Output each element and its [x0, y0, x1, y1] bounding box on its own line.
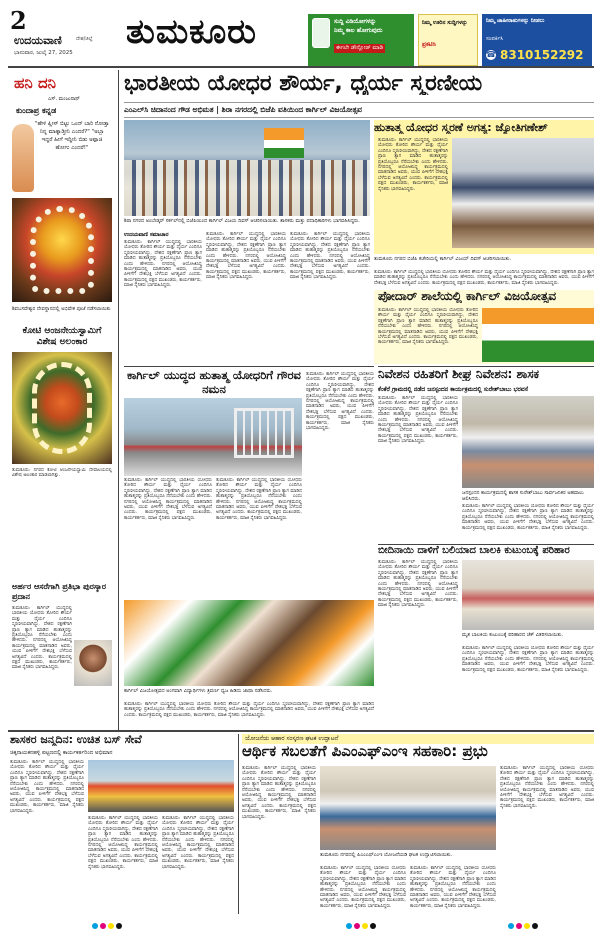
story7-caption: ಕಾರ್ಗಿಲ್ ವಿಜಯೋತ್ಸವದ ಅಂಗವಾಗಿ ವಿದ್ಯಾರ್ಥಿಗಳು ತ್ರಿವರ್ಣ ಧ್ವಜ ಹಿಡಿದು ಜಾಥಾ ನಡೆಸಿದರು. [124, 688, 273, 694]
bottom-rule [8, 730, 594, 732]
masthead-rule [8, 66, 594, 68]
lead-body-col1: ತುಮಕೂರು: ಕಾರ್ಗಿಲ್ ಯುದ್ಧದಲ್ಲಿ ಭಾರತೀಯ ಯೋಧರು ತೋರಿದ ಶೌರ್ಯ ಮತ್ತು ಧೈರ್ಯ ಎಂದಿಗೂ ಸ್ಮರಣೀಯವಾಗಿದ್ದು, ದೇಶದ ರಕ್ಷಣೆಗಾಗಿ ಪ್ರಾಣ ತ್ಯಾಗ ಮಾಡಿದ ಹುತಾತ್ಮರನ್ನು ಪ್ರತಿಯೊಬ್ಬರೂ ನೆನೆಯಬೇಕು ಎಂದು ಹೇಳಿದರು. ನಗರದಲ್ಲಿ ಆಯೋಜಿಸಿದ್ದ ಕಾರ್ಯಕ್ರಮದಲ್ಲಿ ಮಾತನಾಡಿದ ಅವರು, ಯುವ ಪೀಳಿಗೆಗೆ ದೇಶಭಕ್ತಿ ಬೆಳೆಸುವ ಅಗತ್ಯವಿದೆ ಎಂದರು. ಕಾರ್ಯಕ್ರಮದಲ್ಲಿ ಪಕ್ಷದ ಮುಖಂಡರು, ಕಾರ್ಯಕರ್ತರು, ಮಾಜಿ ಸೈನಿಕರು ಭಾಗವಹಿಸಿದ್ದರು. [124, 240, 202, 289]
hanidani-title: ಹನಿ ದನಿ [14, 74, 56, 92]
story4-body-b: ತುಮಕೂರು: ಕಾರ್ಗಿಲ್ ಯುದ್ಧದಲ್ಲಿ ಭಾರತೀಯ ಯೋಧರು ತೋರಿದ ಶೌರ್ಯ ಮತ್ತು ಧೈರ್ಯ ಎಂದಿಗೂ ಸ್ಮರಣೀಯವಾಗಿದ್ದು, ದೇಶದ ರಕ್ಷಣೆಗಾಗಿ ಪ್ರಾಣ ತ್ಯಾಗ ಮಾಡಿದ ಹುತಾತ್ಮರನ್ನು ಪ್ರತಿಯೊಬ್ಬರೂ ನೆನೆಯಬೇಕು ಎಂದು ಹೇಳಿದರು. ನಗರದಲ್ಲಿ ಆಯೋಜಿಸಿದ್ದ ಕಾರ್ಯಕ್ರಮದಲ್ಲಿ ಮಾತನಾಡಿದ ಅವರು, ಯುವ ಪೀಳಿಗೆಗೆ ದೇಶಭಕ್ತಿ ಬೆಳೆಸುವ ಅಗತ್ಯವಿದೆ ಎಂದರು. ಕಾರ್ಯಕ್ರಮದಲ್ಲಿ ಪಕ್ಷದ ಮುಖಂಡರು, ಕಾರ್ಯಕರ್ತರು, ಮಾಜಿ ಸೈನಿಕರು ಭಾಗವಹಿಸಿದ್ದರು. [216, 478, 302, 521]
app-ad-line1: ಸುದ್ದಿ ವಿಡಿಯೋಗಳನ್ನು [334, 18, 377, 25]
hanuman-photo [12, 352, 112, 464]
classified-ad[interactable] [482, 14, 592, 66]
bottom-left-body3: ತುಮಕೂರು: ಕಾರ್ಗಿಲ್ ಯುದ್ಧದಲ್ಲಿ ಭಾರತೀಯ ಯೋಧರು ತೋರಿದ ಶೌರ್ಯ ಮತ್ತು ಧೈರ್ಯ ಎಂದಿಗೂ ಸ್ಮರಣೀಯವಾಗಿದ್ದು, ದೇಶದ ರಕ್ಷಣೆಗಾಗಿ ಪ್ರಾಣ ತ್ಯಾಗ ಮಾಡಿದ ಹುತಾತ್ಮರನ್ನು ಪ್ರತಿಯೊಬ್ಬರೂ ನೆನೆಯಬೇಕು ಎಂದು ಹೇಳಿದರು. ನಗರದಲ್ಲಿ ಆಯೋಜಿಸಿದ್ದ ಕಾರ್ಯಕ್ರಮದಲ್ಲಿ ಮಾತನಾಡಿದ ಅವರು, ಯುವ ಪೀಳಿಗೆಗೆ ದೇಶಭಕ್ತಿ ಬೆಳೆಸುವ ಅಗತ್ಯವಿದೆ ಎಂದರು. ಕಾರ್ಯಕ್ರಮದಲ್ಲಿ ಪಕ್ಷದ ಮುಖಂಡರು, ಕಾರ್ಯಕರ್ತರು, ಮಾಜಿ ಸೈನಿಕರು ಭಾಗವಹಿಸಿದ್ದರು. [162, 816, 234, 870]
hanidani-poem: "ಹೇಳಿ ಪ್ಲೀಸ್ ಬಿಟ್ಟು ಒಂದ್ ಬಾರಿ ನೋಡ್ತಾ ನಿನ್ನ ಮಾತ್ನಾಡ್ತೀನಿ ಎಂದರೆ?" "ಅಬ್ಬಾ ಇದ್ದರೆ ಹೀಗೆ ಇದ್ದೀನಿ ಬಿಡು ಅಪ್ಪಾಜಿ ಹೋಗು ಎಂದರೆ!" [34, 121, 110, 151]
story4-rule [124, 366, 374, 367]
story3-photo [482, 308, 594, 362]
bottom-right-kicker: ಯೋಜನೆಯ ಆಹಾರ ಸಂಸ್ಕರಣ ಘಟಕ ಉದ್ಘಾಟನೆ [242, 734, 594, 744]
flag-orange [264, 128, 304, 140]
lead-photo [124, 120, 370, 216]
temple-deity-photo [12, 198, 112, 302]
edition-label: ದೇಶ/ಜಿಲ್ಲೆ [76, 36, 93, 42]
registration-marks-2 [346, 914, 378, 933]
phone-icon: ☎ [486, 50, 496, 59]
app-ad-line3: ಈಗಲೇ ಡೌನ್ಲೋಡ್ ಮಾಡಿ [336, 45, 384, 51]
award-heading: ಅರ್ಹರ ಆಸರೆಗಾಗಿ ಪ್ರತಿಭಾ ಪುರಸ್ಕಾರ ಪ್ರದಾನ [12, 582, 106, 601]
pmfme-caption: ತುಮಕೂರು ನಗರದಲ್ಲಿ ಪಿಎಂಎಫ್‌ಎಂಇ ಯೋಜನೆಯಡಿ ಘಟಕ ಉದ್ಘಾಟಿಸಲಾಯಿತು. [320, 852, 453, 858]
story5-subhead: ಕೆಂಕೆರೆ ಗ್ರಾಮದಲ್ಲಿ ನಡೆದ ಜನಸ್ಪಂದನ ಕಾರ್ಯಕ್ರಮದಲ್ಲಿ ಸುರೇಶ್‌ಬಾಬು ಭರವಸೆ [378, 386, 529, 393]
page-number: 2 [10, 6, 27, 35]
temple-caption: ಶಿವಬಸವೇಶ್ವರ ದೇವಸ್ಥಾನದಲ್ಲಿ ಅಭಿಷೇಕ ಪೂಜೆ ನಡೆಸಲಾಯಿತು [12, 306, 111, 312]
bottom-right-body3: ತುಮಕೂರು: ಕಾರ್ಗಿಲ್ ಯುದ್ಧದಲ್ಲಿ ಭಾರತೀಯ ಯೋಧರು ತೋರಿದ ಶೌರ್ಯ ಮತ್ತು ಧೈರ್ಯ ಎಂದಿಗೂ ಸ್ಮರಣೀಯವಾಗಿದ್ದು, ದೇಶದ ರಕ್ಷಣೆಗಾಗಿ ಪ್ರಾಣ ತ್ಯಾಗ ಮಾಡಿದ ಹುತಾತ್ಮರನ್ನು ಪ್ರತಿಯೊಬ್ಬರೂ ನೆನೆಯಬೇಕು ಎಂದು ಹೇಳಿದರು. ನಗರದಲ್ಲಿ ಆಯೋಜಿಸಿದ್ದ ಕಾರ್ಯಕ್ರಮದಲ್ಲಿ ಮಾತನಾಡಿದ ಅವರು, ಯುವ ಪೀಳಿಗೆಗೆ ದೇಶಭಕ್ತಿ ಬೆಳೆಸುವ ಅಗತ್ಯವಿದೆ ಎಂದರು. ಕಾರ್ಯಕ್ರಮದಲ್ಲಿ ಪಕ್ಷದ ಮುಖಂಡರು, ಕಾರ್ಯಕರ್ತರು, ಮಾಜಿ ಸೈನಿಕರು ಭಾಗವಹಿಸಿದ್ದರು. [410, 866, 496, 909]
crowd-silhouette [124, 160, 370, 216]
sidebar-divider [118, 70, 119, 730]
koti-heading: ಕೋಟಿ ಆಂಜನೇಯಸ್ವಾಮಿಗೆ ವಿಶೇಷ ಅಲಂಕಾರ [22, 326, 102, 347]
story6-body: ತುಮಕೂರು: ಕಾರ್ಗಿಲ್ ಯುದ್ಧದಲ್ಲಿ ಭಾರತೀಯ ಯೋಧರು ತೋರಿದ ಶೌರ್ಯ ಮತ್ತು ಧೈರ್ಯ ಎಂದಿಗೂ ಸ್ಮರಣೀಯವಾಗಿದ್ದು, ದೇಶದ ರಕ್ಷಣೆಗಾಗಿ ಪ್ರಾಣ ತ್ಯಾಗ ಮಾಡಿದ ಹುತಾತ್ಮರನ್ನು ಪ್ರತಿಯೊಬ್ಬರೂ ನೆನೆಯಬೇಕು ಎಂದು ಹೇಳಿದರು. ನಗರದಲ್ಲಿ ಆಯೋಜಿಸಿದ್ದ ಕಾರ್ಯಕ್ರಮದಲ್ಲಿ ಮಾತನಾಡಿದ ಅವರು, ಯುವ ಪೀಳಿಗೆಗೆ ದೇಶಭಕ್ತಿ ಬೆಳೆಸುವ ಅಗತ್ಯವಿದೆ ಎಂದರು. ಕಾರ್ಯಕ್ರಮದಲ್ಲಿ ಪಕ್ಷದ ಮುಖಂಡರು, ಕಾರ್ಯಕರ್ತರು, ಮಾಜಿ ಸೈನಿಕರು ಭಾಗವಹಿಸಿದ್ದರು. [378, 560, 458, 609]
lead-body-col3: ತುಮಕೂರು: ಕಾರ್ಗಿಲ್ ಯುದ್ಧದಲ್ಲಿ ಭಾರತೀಯ ಯೋಧರು ತೋರಿದ ಶೌರ್ಯ ಮತ್ತು ಧೈರ್ಯ ಎಂದಿಗೂ ಸ್ಮರಣೀಯವಾಗಿದ್ದು, ದೇಶದ ರಕ್ಷಣೆಗಾಗಿ ಪ್ರಾಣ ತ್ಯಾಗ ಮಾಡಿದ ಹುತಾತ್ಮರನ್ನು ಪ್ರತಿಯೊಬ್ಬರೂ ನೆನೆಯಬೇಕು ಎಂದು ಹೇಳಿದರು. ನಗರದಲ್ಲಿ ಆಯೋಜಿಸಿದ್ದ ಕಾರ್ಯಕ್ರಮದಲ್ಲಿ ಮಾತನಾಡಿದ ಅವರು, ಯುವ ಪೀಳಿಗೆಗೆ ದೇಶಭಕ್ತಿ ಬೆಳೆಸುವ ಅಗತ್ಯವಿದೆ ಎಂದರು. ಕಾರ್ಯಕ್ರಮದಲ್ಲಿ ಪಕ್ಷದ ಮುಖಂಡರು, ಕಾರ್ಯಕರ್ತರು, ಮಾಜಿ ಸೈನಿಕರು ಭಾಗವಹಿಸಿದ್ದರು. [290, 232, 370, 281]
bottom-right-body1: ತುಮಕೂರು: ಕಾರ್ಗಿಲ್ ಯುದ್ಧದಲ್ಲಿ ಭಾರತೀಯ ಯೋಧರು ತೋರಿದ ಶೌರ್ಯ ಮತ್ತು ಧೈರ್ಯ ಎಂದಿಗೂ ಸ್ಮರಣೀಯವಾಗಿದ್ದು, ದೇಶದ ರಕ್ಷಣೆಗಾಗಿ ಪ್ರಾಣ ತ್ಯಾಗ ಮಾಡಿದ ಹುತಾತ್ಮರನ್ನು ಪ್ರತಿಯೊಬ್ಬರೂ ನೆನೆಯಬೇಕು ಎಂದು ಹೇಳಿದರು. ನಗರದಲ್ಲಿ ಆಯೋಜಿಸಿದ್ದ ಕಾರ್ಯಕ್ರಮದಲ್ಲಿ ಮಾತನಾಡಿದ ಅವರು, ಯುವ ಪೀಳಿಗೆಗೆ ದೇಶಭಕ್ತಿ ಬೆಳೆಸುವ ಅಗತ್ಯವಿದೆ ಎಂದರು. ಕಾರ್ಯಕ್ರಮದಲ್ಲಿ ಪಕ್ಷದ ಮುಖಂಡರು, ಕಾರ್ಯಕರ್ತರು, ಮಾಜಿ ಸೈನಿಕರು ಭಾಗವಹಿಸಿದ್ದರು. [242, 766, 316, 820]
garland-decor [32, 362, 92, 454]
registration-marks-3 [508, 914, 540, 933]
lead-photo-caption: ಶಿರಾ ನಗರದ ಅಂಬೇಡ್ಕರ್ ಸರ್ಕಲ್‌ನಲ್ಲಿ ಬಿಜೆಪಿಯಿಂದ ಕಾರ್ಗಿಲ್ ವಿಜಯ ದಿವಸ್ ಆಚರಿಸಲಾಯಿತು. ಶಾಸಕರು ಮತ್ತು ಪದಾಧಿಕಾರಿಗಳು ಭಾಗವಹಿಸಿದ್ದರು. [124, 218, 360, 224]
story4-body-a: ತುಮಕೂರು: ಕಾರ್ಗಿಲ್ ಯುದ್ಧದಲ್ಲಿ ಭಾರತೀಯ ಯೋಧರು ತೋರಿದ ಶೌರ್ಯ ಮತ್ತು ಧೈರ್ಯ ಎಂದಿಗೂ ಸ್ಮರಣೀಯವಾಗಿದ್ದು, ದೇಶದ ರಕ್ಷಣೆಗಾಗಿ ಪ್ರಾಣ ತ್ಯಾಗ ಮಾಡಿದ ಹುತಾತ್ಮರನ್ನು ಪ್ರತಿಯೊಬ್ಬರೂ ನೆನೆಯಬೇಕು ಎಂದು ಹೇಳಿದರು. ನಗರದಲ್ಲಿ ಆಯೋಜಿಸಿದ್ದ ಕಾರ್ಯಕ್ರಮದಲ್ಲಿ ಮಾತನಾಡಿದ ಅವರು, ಯುವ ಪೀಳಿಗೆಗೆ ದೇಶಭಕ್ತಿ ಬೆಳೆಸುವ ಅಗತ್ಯವಿದೆ ಎಂದರು. ಕಾರ್ಯಕ್ರಮದಲ್ಲಿ ಪಕ್ಷದ ಮುಖಂಡರು, ಕಾರ್ಯಕರ್ತರು, ಮಾಜಿ ಸೈನಿಕರು ಭಾಗವಹಿಸಿದ್ದರು. [124, 478, 212, 521]
app-ad-line2: ನಿಮ್ಮ ಕಾಲ ಹೋಗುವುದು [334, 27, 383, 34]
story3-body: ತುಮಕೂರು: ಕಾರ್ಗಿಲ್ ಯುದ್ಧದಲ್ಲಿ ಭಾರತೀಯ ಯೋಧರು ತೋರಿದ ಶೌರ್ಯ ಮತ್ತು ಧೈರ್ಯ ಎಂದಿಗೂ ಸ್ಮರಣೀಯವಾಗಿದ್ದು, ದೇಶದ ರಕ್ಷಣೆಗಾಗಿ ಪ್ರಾಣ ತ್ಯಾಗ ಮಾಡಿದ ಹುತಾತ್ಮರನ್ನು ಪ್ರತಿಯೊಬ್ಬರೂ ನೆನೆಯಬೇಕು ಎಂದು ಹೇಳಿದರು. ನಗರದಲ್ಲಿ ಆಯೋಜಿಸಿದ್ದ ಕಾರ್ಯಕ್ರಮದಲ್ಲಿ ಮಾತನಾಡಿದ ಅವರು, ಯುವ ಪೀಳಿಗೆಗೆ ದೇಶಭಕ್ತಿ ಬೆಳೆಸುವ ಅಗತ್ಯವಿದೆ ಎಂದರು. ಕಾರ್ಯಕ್ರಮದಲ್ಲಿ ಪಕ್ಷದ ಮುಖಂಡರು, ಕಾರ್ಯಕರ್ತರು, ಮಾಜಿ ಸೈನಿಕರು ಭಾಗವಹಿಸಿದ್ದರು. [378, 308, 478, 346]
flag-green [264, 148, 304, 158]
koti-body: ತುಮಕೂರು: ನಗರದ ಕೋಟಿ ಆಂಜನೇಯಸ್ವಾಮಿ ದೇವಾಲಯದಲ್ಲಿ ವಿಶೇಷ ಅಲಂಕಾರ ಮಾಡಲಾಗಿತ್ತು. [12, 468, 112, 479]
section-title: ತುಮಕೂರು [126, 12, 257, 52]
story3-headline[interactable]: ಪೋದಾರ್ ಶಾಲೆಯಲ್ಲಿ ಕಾರ್ಗಿಲ್ ವಿಜಯೋತ್ಸವ [378, 290, 557, 303]
hanidani-author: ಎಸ್. ಮಂಜುನಾಥ್ [48, 96, 80, 102]
story7-photo [124, 600, 374, 686]
date-line: ಭಾನುವಾರ, ಜುಲೈ 27, 2025 [14, 50, 73, 56]
flower-garland [30, 206, 94, 294]
lead-body-col2: ತುಮಕೂರು: ಕಾರ್ಗಿಲ್ ಯುದ್ಧದಲ್ಲಿ ಭಾರತೀಯ ಯೋಧರು ತೋರಿದ ಶೌರ್ಯ ಮತ್ತು ಧೈರ್ಯ ಎಂದಿಗೂ ಸ್ಮರಣೀಯವಾಗಿದ್ದು, ದೇಶದ ರಕ್ಷಣೆಗಾಗಿ ಪ್ರಾಣ ತ್ಯಾಗ ಮಾಡಿದ ಹುತಾತ್ಮರನ್ನು ಪ್ರತಿಯೊಬ್ಬರೂ ನೆನೆಯಬೇಕು ಎಂದು ಹೇಳಿದರು. ನಗರದಲ್ಲಿ ಆಯೋಜಿಸಿದ್ದ ಕಾರ್ಯಕ್ರಮದಲ್ಲಿ ಮಾತನಾಡಿದ ಅವರು, ಯುವ ಪೀಳಿಗೆಗೆ ದೇಶಭಕ್ತಿ ಬೆಳೆಸುವ ಅಗತ್ಯವಿದೆ ಎಂದರು. ಕಾರ್ಯಕ್ರಮದಲ್ಲಿ ಪಕ್ಷದ ಮುಖಂಡರು, ಕಾರ್ಯಕರ್ತರು, ಮಾಜಿ ಸೈನಿಕರು ಭಾಗವಹಿಸಿದ್ದರು. [206, 232, 286, 281]
story2-photo [452, 138, 594, 248]
story6-photo [462, 560, 594, 630]
story4-body-c: ತುಮಕೂರು: ಕಾರ್ಗಿಲ್ ಯುದ್ಧದಲ್ಲಿ ಭಾರತೀಯ ಯೋಧರು ತೋರಿದ ಶೌರ್ಯ ಮತ್ತು ಧೈರ್ಯ ಎಂದಿಗೂ ಸ್ಮರಣೀಯವಾಗಿದ್ದು, ದೇಶದ ರಕ್ಷಣೆಗಾಗಿ ಪ್ರಾಣ ತ್ಯಾಗ ಮಾಡಿದ ಹುತಾತ್ಮರನ್ನು ಪ್ರತಿಯೊಬ್ಬರೂ ನೆನೆಯಬೇಕು ಎಂದು ಹೇಳಿದರು. ನಗರದಲ್ಲಿ ಆಯೋಜಿಸಿದ್ದ ಕಾರ್ಯಕ್ರಮದಲ್ಲಿ ಮಾತನಾಡಿದ ಅವರು, ಯುವ ಪೀಳಿಗೆಗೆ ದೇಶಭಕ್ತಿ ಬೆಳೆಸುವ ಅಗತ್ಯವಿದೆ ಎಂದರು. ಕಾರ್ಯಕ್ರಮದಲ್ಲಿ ಪಕ್ಷದ ಮುಖಂಡರು, ಕಾರ್ಯಕರ್ತರು, ಮಾಜಿ ಸೈನಿಕರು ಭಾಗವಹಿಸಿದ್ದರು. [306, 372, 374, 432]
phone-mockup-icon [312, 18, 330, 48]
classified-ad-line1: ನಿಮ್ಮ ಜಾಹೀರಾತುಗಳನ್ನು ನೀಡಲು [486, 18, 545, 24]
bottom-left-body2: ತುಮಕೂರು: ಕಾರ್ಗಿಲ್ ಯುದ್ಧದಲ್ಲಿ ಭಾರತೀಯ ಯೋಧರು ತೋರಿದ ಶೌರ್ಯ ಮತ್ತು ಧೈರ್ಯ ಎಂದಿಗೂ ಸ್ಮರಣೀಯವಾಗಿದ್ದು, ದೇಶದ ರಕ್ಷಣೆಗಾಗಿ ಪ್ರಾಣ ತ್ಯಾಗ ಮಾಡಿದ ಹುತಾತ್ಮರನ್ನು ಪ್ರತಿಯೊಬ್ಬರೂ ನೆನೆಯಬೇಕು ಎಂದು ಹೇಳಿದರು. ನಗರದಲ್ಲಿ ಆಯೋಜಿಸಿದ್ದ ಕಾರ್ಯಕ್ರಮದಲ್ಲಿ ಮಾತನಾಡಿದ ಅವರು, ಯುವ ಪೀಳಿಗೆಗೆ ದೇಶಭಕ್ತಿ ಬೆಳೆಸುವ ಅಗತ್ಯವಿದೆ ಎಂದರು. ಕಾರ್ಯಕ್ರಮದಲ್ಲಿ ಪಕ್ಷದ ಮುಖಂಡರು, ಕಾರ್ಯಕರ್ತರು, ಮಾಜಿ ಸೈನಿಕರು ಭಾಗವಹಿಸಿದ್ದರು. [88, 816, 158, 870]
story5-photo [462, 396, 594, 488]
bottom-right-headline[interactable]: ಆರ್ಥಿಕ ಸಬಲತೆಗೆ ಪಿಎಂಎಫ್‌ಎಂಇ ಸಹಕಾರಿ: ಪ್ರಭು [242, 744, 488, 760]
story6-body2: ತುಮಕೂರು: ಕಾರ್ಗಿಲ್ ಯುದ್ಧದಲ್ಲಿ ಭಾರತೀಯ ಯೋಧರು ತೋರಿದ ಶೌರ್ಯ ಮತ್ತು ಧೈರ್ಯ ಎಂದಿಗೂ ಸ್ಮರಣೀಯವಾಗಿದ್ದು, ದೇಶದ ರಕ್ಷಣೆಗಾಗಿ ಪ್ರಾಣ ತ್ಯಾಗ ಮಾಡಿದ ಹುತಾತ್ಮರನ್ನು ಪ್ರತಿಯೊಬ್ಬರೂ ನೆನೆಯಬೇಕು ಎಂದು ಹೇಳಿದರು. ನಗರದಲ್ಲಿ ಆಯೋಜಿಸಿದ್ದ ಕಾರ್ಯಕ್ರಮದಲ್ಲಿ ಮಾತನಾಡಿದ ಅವರು, ಯುವ ಪೀಳಿಗೆಗೆ ದೇಶಭಕ್ತಿ ಬೆಳೆಸುವ ಅಗತ್ಯವಿದೆ ಎಂದರು. ಕಾರ್ಯಕ್ರಮದಲ್ಲಿ ಪಕ್ಷದ ಮುಖಂಡರು, ಕಾರ್ಯಕರ್ತರು, ಮಾಜಿ ಸೈನಿಕರು ಭಾಗವಹಿಸಿದ್ದರು. [462, 646, 594, 673]
bottom-divider [238, 734, 239, 914]
hanidani-place: ಕುಂದಾಪ್ರ ಕನ್ನಡ [16, 106, 57, 115]
story6-caption: ಮೃತ ಬಾಲಕಿಯ ಕುಟುಂಬಕ್ಕೆ ಪರಿಹಾರದ ಚೆಕ್ ವಿತರಿಸಲಾಯಿತು. [462, 632, 564, 638]
sidebar [8, 70, 116, 730]
story5-rule [378, 366, 594, 367]
story2-body2: ತುಮಕೂರು: ಕಾರ್ಗಿಲ್ ಯುದ್ಧದಲ್ಲಿ ಭಾರತೀಯ ಯೋಧರು ತೋರಿದ ಶೌರ್ಯ ಮತ್ತು ಧೈರ್ಯ ಎಂದಿಗೂ ಸ್ಮರಣೀಯವಾಗಿದ್ದು, ದೇಶದ ರಕ್ಷಣೆಗಾಗಿ ಪ್ರಾಣ ತ್ಯಾಗ ಮಾಡಿದ ಹುತಾತ್ಮರನ್ನು ಪ್ರತಿಯೊಬ್ಬರೂ ನೆನೆಯಬೇಕು ಎಂದು ಹೇಳಿದರು. ನಗರದಲ್ಲಿ ಆಯೋಜಿಸಿದ್ದ ಕಾರ್ಯಕ್ರಮದಲ್ಲಿ ಮಾತನಾಡಿದ ಅವರು, ಯುವ ಪೀಳಿಗೆಗೆ ದೇಶಭಕ್ತಿ ಬೆಳೆಸುವ ಅಗತ್ಯವಿದೆ ಎಂದರು. ಕಾರ್ಯಕ್ರಮದಲ್ಲಿ ಪಕ್ಷದ ಮುಖಂಡರು, ಕಾರ್ಯಕರ್ತರು, ಮಾಜಿ ಸೈನಿಕರು ಭಾಗವಹಿಸಿದ್ದರು. [374, 270, 594, 286]
award-person-photo [74, 640, 112, 686]
news-ad-line2: ಪ್ರಕಟಿಸಿ [422, 41, 436, 48]
classified-ad-line2: ಸಂಪರ್ಕಿಸಿ [486, 36, 504, 42]
bottom-left-subhead: ಚಿಕ್ಕನಾಯಕನಹಳ್ಳಿ ಪಟ್ಟಣದಲ್ಲಿ ಕಾರ್ಯಕರ್ತರಿಂದ ಅಭಿಮಾನ [10, 750, 113, 756]
lead-headline[interactable]: ಭಾರತೀಯ ಯೋಧರ ಶೌರ್ಯ, ಧೈರ್ಯ ಸ್ಮರಣೀಯ [124, 72, 483, 96]
story6-headline[interactable]: ಬೀದಿನಾಯಿ ದಾಳಿಗೆ ಬಲಿಯಾದ ಬಾಲಕಿ ಕುಟುಂಬಕ್ಕೆ ಪರಿಹಾರ [378, 544, 594, 557]
story5-body2: ತುಮಕೂರು: ಕಾರ್ಗಿಲ್ ಯುದ್ಧದಲ್ಲಿ ಭಾರತೀಯ ಯೋಧರು ತೋರಿದ ಶೌರ್ಯ ಮತ್ತು ಧೈರ್ಯ ಎಂದಿಗೂ ಸ್ಮರಣೀಯವಾಗಿದ್ದು, ದೇಶದ ರಕ್ಷಣೆಗಾಗಿ ಪ್ರಾಣ ತ್ಯಾಗ ಮಾಡಿದ ಹುತಾತ್ಮರನ್ನು ಪ್ರತಿಯೊಬ್ಬರೂ ನೆನೆಯಬೇಕು ಎಂದು ಹೇಳಿದರು. ನಗರದಲ್ಲಿ ಆಯೋಜಿಸಿದ್ದ ಕಾರ್ಯಕ್ರಮದಲ್ಲಿ ಮಾತನಾಡಿದ ಅವರು, ಯುವ ಪೀಳಿಗೆಗೆ ದೇಶಭಕ್ತಿ ಬೆಳೆಸುವ ಅಗತ್ಯವಿದೆ ಎಂದರು. ಕಾರ್ಯಕ್ರಮದಲ್ಲಿ ಪಕ್ಷದ ಮುಖಂಡರು, ಕಾರ್ಯಕರ್ತರು, ಮಾಜಿ ಸೈನಿಕರು ಭಾಗವಹಿಸಿದ್ದರು. [462, 504, 594, 531]
classified-phone[interactable]: 8310152292 [500, 48, 584, 62]
story2-body: ತುಮಕೂರು: ಕಾರ್ಗಿಲ್ ಯುದ್ಧದಲ್ಲಿ ಭಾರತೀಯ ಯೋಧರು ತೋರಿದ ಶೌರ್ಯ ಮತ್ತು ಧೈರ್ಯ ಎಂದಿಗೂ ಸ್ಮರಣೀಯವಾಗಿದ್ದು, ದೇಶದ ರಕ್ಷಣೆಗಾಗಿ ಪ್ರಾಣ ತ್ಯಾಗ ಮಾಡಿದ ಹುತಾತ್ಮರನ್ನು ಪ್ರತಿಯೊಬ್ಬರೂ ನೆನೆಯಬೇಕು ಎಂದು ಹೇಳಿದರು. ನಗರದಲ್ಲಿ ಆಯೋಜಿಸಿದ್ದ ಕಾರ್ಯಕ್ರಮದಲ್ಲಿ ಮಾತನಾಡಿದ ಅವರು, ಯುವ ಪೀಳಿಗೆಗೆ ದೇಶಭಕ್ತಿ ಬೆಳೆಸುವ ಅಗತ್ಯವಿದೆ ಎಂದರು. ಕಾರ್ಯಕ್ರಮದಲ್ಲಿ ಪಕ್ಷದ ಮುಖಂಡರು, ಕಾರ್ಯಕರ್ತರು, ಮಾಜಿ ಸೈನಿಕರು ಭಾಗವಹಿಸಿದ್ದರು. [378, 138, 448, 192]
story2-headline[interactable]: ಹುತಾತ್ಮ ಯೋಧರ ಸ್ಮರಣೆ ಅಗತ್ಯ: ಜ್ಯೋತಿಗಣೇಶ್ [374, 122, 548, 134]
lead-dateline: ಉದಯವಾಣಿ ಸಮಾಚಾರ [124, 232, 169, 238]
bottom-right-body2: ತುಮಕೂರು: ಕಾರ್ಗಿಲ್ ಯುದ್ಧದಲ್ಲಿ ಭಾರತೀಯ ಯೋಧರು ತೋರಿದ ಶೌರ್ಯ ಮತ್ತು ಧೈರ್ಯ ಎಂದಿಗೂ ಸ್ಮರಣೀಯವಾಗಿದ್ದು, ದೇಶದ ರಕ್ಷಣೆಗಾಗಿ ಪ್ರಾಣ ತ್ಯಾಗ ಮಾಡಿದ ಹುತಾತ್ಮರನ್ನು ಪ್ರತಿಯೊಬ್ಬರೂ ನೆನೆಯಬೇಕು ಎಂದು ಹೇಳಿದರು. ನಗರದಲ್ಲಿ ಆಯೋಜಿಸಿದ್ದ ಕಾರ್ಯಕ್ರಮದಲ್ಲಿ ಮಾತನಾಡಿದ ಅವರು, ಯುವ ಪೀಳಿಗೆಗೆ ದೇಶಭಕ್ತಿ ಬೆಳೆಸುವ ಅಗತ್ಯವಿದೆ ಎಂದರು. ಕಾರ್ಯಕ್ರಮದಲ್ಲಿ ಪಕ್ಷದ ಮುಖಂಡರು, ಕಾರ್ಯಕರ್ತರು, ಮಾಜಿ ಸೈನಿಕರು ಭಾಗವಹಿಸಿದ್ದರು. [320, 866, 406, 909]
story7-body: ತುಮಕೂರು: ಕಾರ್ಗಿಲ್ ಯುದ್ಧದಲ್ಲಿ ಭಾರತೀಯ ಯೋಧರು ತೋರಿದ ಶೌರ್ಯ ಮತ್ತು ಧೈರ್ಯ ಎಂದಿಗೂ ಸ್ಮರಣೀಯವಾಗಿದ್ದು, ದೇಶದ ರಕ್ಷಣೆಗಾಗಿ ಪ್ರಾಣ ತ್ಯಾಗ ಮಾಡಿದ ಹುತಾತ್ಮರನ್ನು ಪ್ರತಿಯೊಬ್ಬರೂ ನೆನೆಯಬೇಕು ಎಂದು ಹೇಳಿದರು. ನಗರದಲ್ಲಿ ಆಯೋಜಿಸಿದ್ದ ಕಾರ್ಯಕ್ರಮದಲ್ಲಿ ಮಾತನಾಡಿದ ಅವರು, ಯುವ ಪೀಳಿಗೆಗೆ ದೇಶಭಕ್ತಿ ಬೆಳೆಸುವ ಅಗತ್ಯವಿದೆ ಎಂದರು. ಕಾರ್ಯಕ್ರಮದಲ್ಲಿ ಪಕ್ಷದ ಮುಖಂಡರು, ಕಾರ್ಯಕರ್ತರು, ಮಾಜಿ ಸೈನಿಕರು ಭಾಗವಹಿಸಿದ್ದರು. [124, 702, 374, 718]
bottom-left-body1: ತುಮಕೂರು: ಕಾರ್ಗಿಲ್ ಯುದ್ಧದಲ್ಲಿ ಭಾರತೀಯ ಯೋಧರು ತೋರಿದ ಶೌರ್ಯ ಮತ್ತು ಧೈರ್ಯ ಎಂದಿಗೂ ಸ್ಮರಣೀಯವಾಗಿದ್ದು, ದೇಶದ ರಕ್ಷಣೆಗಾಗಿ ಪ್ರಾಣ ತ್ಯಾಗ ಮಾಡಿದ ಹುತಾತ್ಮರನ್ನು ಪ್ರತಿಯೊಬ್ಬರೂ ನೆನೆಯಬೇಕು ಎಂದು ಹೇಳಿದರು. ನಗರದಲ್ಲಿ ಆಯೋಜಿಸಿದ್ದ ಕಾರ್ಯಕ್ರಮದಲ್ಲಿ ಮಾತನಾಡಿದ ಅವರು, ಯುವ ಪೀಳಿಗೆಗೆ ದೇಶಭಕ್ತಿ ಬೆಳೆಸುವ ಅಗತ್ಯವಿದೆ ಎಂದರು. ಕಾರ್ಯಕ್ರಮದಲ್ಲಿ ಪಕ್ಷದ ಮುಖಂಡರು, ಕಾರ್ಯಕರ್ತರು, ಮಾಜಿ ಸೈನಿಕರು ಭಾಗವಹಿಸಿದ್ದರು. [10, 760, 84, 814]
story4-headline[interactable]: ಕಾರ್ಗಿಲ್ ಯುದ್ಧದ ಹುತಾತ್ಮ ಯೋಧರಿಗೆ ಗೌರವ ನಮನ [127, 368, 301, 396]
bus-photo [88, 760, 234, 812]
registration-marks [92, 914, 124, 933]
news-ad[interactable] [418, 14, 478, 66]
story2-caption: ತುಮಕೂರು ನಗರದ ಬಿಜೆಪಿ ಕಚೇರಿಯಲ್ಲಿ ಕಾರ್ಗಿಲ್ ವಿಜಯ್ ದಿವಸ್ ಆಚರಿಸಲಾಯಿತು. [374, 256, 512, 262]
kannadiga-illustration [12, 124, 34, 192]
award-body: ತುಮಕೂರು: ಕಾರ್ಗಿಲ್ ಯುದ್ಧದಲ್ಲಿ ಭಾರತೀಯ ಯೋಧರು ತೋರಿದ ಶೌರ್ಯ ಮತ್ತು ಧೈರ್ಯ ಎಂದಿಗೂ ಸ್ಮರಣೀಯವಾಗಿದ್ದು, ದೇಶದ ರಕ್ಷಣೆಗಾಗಿ ಪ್ರಾಣ ತ್ಯಾಗ ಮಾಡಿದ ಹುತಾತ್ಮರನ್ನು ಪ್ರತಿಯೊಬ್ಬರೂ ನೆನೆಯಬೇಕು ಎಂದು ಹೇಳಿದರು. ನಗರದಲ್ಲಿ ಆಯೋಜಿಸಿದ್ದ ಕಾರ್ಯಕ್ರಮದಲ್ಲಿ ಮಾತನಾಡಿದ ಅವರು, ಯುವ ಪೀಳಿಗೆಗೆ ದೇಶಭಕ್ತಿ ಬೆಳೆಸುವ ಅಗತ್ಯವಿದೆ ಎಂದರು. ಕಾರ್ಯಕ್ರಮದಲ್ಲಿ ಪಕ್ಷದ ಮುಖಂಡರು, ಕಾರ್ಯಕರ್ತರು, ಮಾಜಿ ಸೈನಿಕರು ಭಾಗವಹಿಸಿದ್ದರು. [12, 606, 72, 671]
story5-headline[interactable]: ನಿವೇಶನ ರಹಿತರಿಗೆ ಶೀಘ್ರ ನಿವೇಶನ: ಶಾಸಕ [378, 368, 540, 381]
memorial-gate [234, 408, 294, 458]
flag-white [264, 140, 304, 148]
lead-subhead: ಎಂಎಲ್‌ಸಿ ಚಿದಾನಂದ ಗೌಡ ಅಭಿಮತ | ಶಿರಾ ನಗರದಲ್ಲಿ ಬಿಜೆಪಿ ವತಿಯಿಂದ ಕಾರ್ಗಿಲ್ ವಿಜಯೋತ್ಸವ [124, 102, 594, 118]
story5-caption: ಜನಸ್ಪಂದನ ಕಾರ್ಯಕ್ರಮದಲ್ಲಿ ಶಾಸಕ ಸುರೇಶ್‌ಬಾಬು ಸಾರ್ವಜನಿಕರ ಅಹವಾಲು ಆಲಿಸಿದರು. [462, 490, 584, 502]
app-ad[interactable] [308, 14, 414, 66]
story4-photo [124, 398, 302, 476]
bottom-left-headline[interactable]: ಶಾಸಕರ ಜನ್ಮದಿನ: ಉಚಿತ ಬಸ್ ಸೇವೆ [10, 734, 142, 746]
masthead [0, 0, 600, 68]
bottom-right-body4: ತುಮಕೂರು: ಕಾರ್ಗಿಲ್ ಯುದ್ಧದಲ್ಲಿ ಭಾರತೀಯ ಯೋಧರು ತೋರಿದ ಶೌರ್ಯ ಮತ್ತು ಧೈರ್ಯ ಎಂದಿಗೂ ಸ್ಮರಣೀಯವಾಗಿದ್ದು, ದೇಶದ ರಕ್ಷಣೆಗಾಗಿ ಪ್ರಾಣ ತ್ಯಾಗ ಮಾಡಿದ ಹುತಾತ್ಮರನ್ನು ಪ್ರತಿಯೊಬ್ಬರೂ ನೆನೆಯಬೇಕು ಎಂದು ಹೇಳಿದರು. ನಗರದಲ್ಲಿ ಆಯೋಜಿಸಿದ್ದ ಕಾರ್ಯಕ್ರಮದಲ್ಲಿ ಮಾತನಾಡಿದ ಅವರು, ಯುವ ಪೀಳಿಗೆಗೆ ದೇಶಭಕ್ತಿ ಬೆಳೆಸುವ ಅಗತ್ಯವಿದೆ ಎಂದರು. ಕಾರ್ಯಕ್ರಮದಲ್ಲಿ ಪಕ್ಷದ ಮುಖಂಡರು, ಕಾರ್ಯಕರ್ತರು, ಮಾಜಿ ಸೈನಿಕರು ಭಾಗವಹಿಸಿದ್ದರು. [500, 766, 594, 809]
paper-name: ಉದಯವಾಣಿ [14, 34, 62, 47]
pmfme-photo [320, 766, 496, 850]
story5-body: ತುಮಕೂರು: ಕಾರ್ಗಿಲ್ ಯುದ್ಧದಲ್ಲಿ ಭಾರತೀಯ ಯೋಧರು ತೋರಿದ ಶೌರ್ಯ ಮತ್ತು ಧೈರ್ಯ ಎಂದಿಗೂ ಸ್ಮರಣೀಯವಾಗಿದ್ದು, ದೇಶದ ರಕ್ಷಣೆಗಾಗಿ ಪ್ರಾಣ ತ್ಯಾಗ ಮಾಡಿದ ಹುತಾತ್ಮರನ್ನು ಪ್ರತಿಯೊಬ್ಬರೂ ನೆನೆಯಬೇಕು ಎಂದು ಹೇಳಿದರು. ನಗರದಲ್ಲಿ ಆಯೋಜಿಸಿದ್ದ ಕಾರ್ಯಕ್ರಮದಲ್ಲಿ ಮಾತನಾಡಿದ ಅವರು, ಯುವ ಪೀಳಿಗೆಗೆ ದೇಶಭಕ್ತಿ ಬೆಳೆಸುವ ಅಗತ್ಯವಿದೆ ಎಂದರು. ಕಾರ್ಯಕ್ರಮದಲ್ಲಿ ಪಕ್ಷದ ಮುಖಂಡರು, ಕಾರ್ಯಕರ್ತರು, ಮಾಜಿ ಸೈನಿಕರು ಭಾಗವಹಿಸಿದ್ದರು. [378, 396, 458, 445]
news-ad-line1: ನಿಮ್ಮ ಊರಿನ ಸುದ್ದಿಗಳನ್ನು [422, 20, 468, 26]
